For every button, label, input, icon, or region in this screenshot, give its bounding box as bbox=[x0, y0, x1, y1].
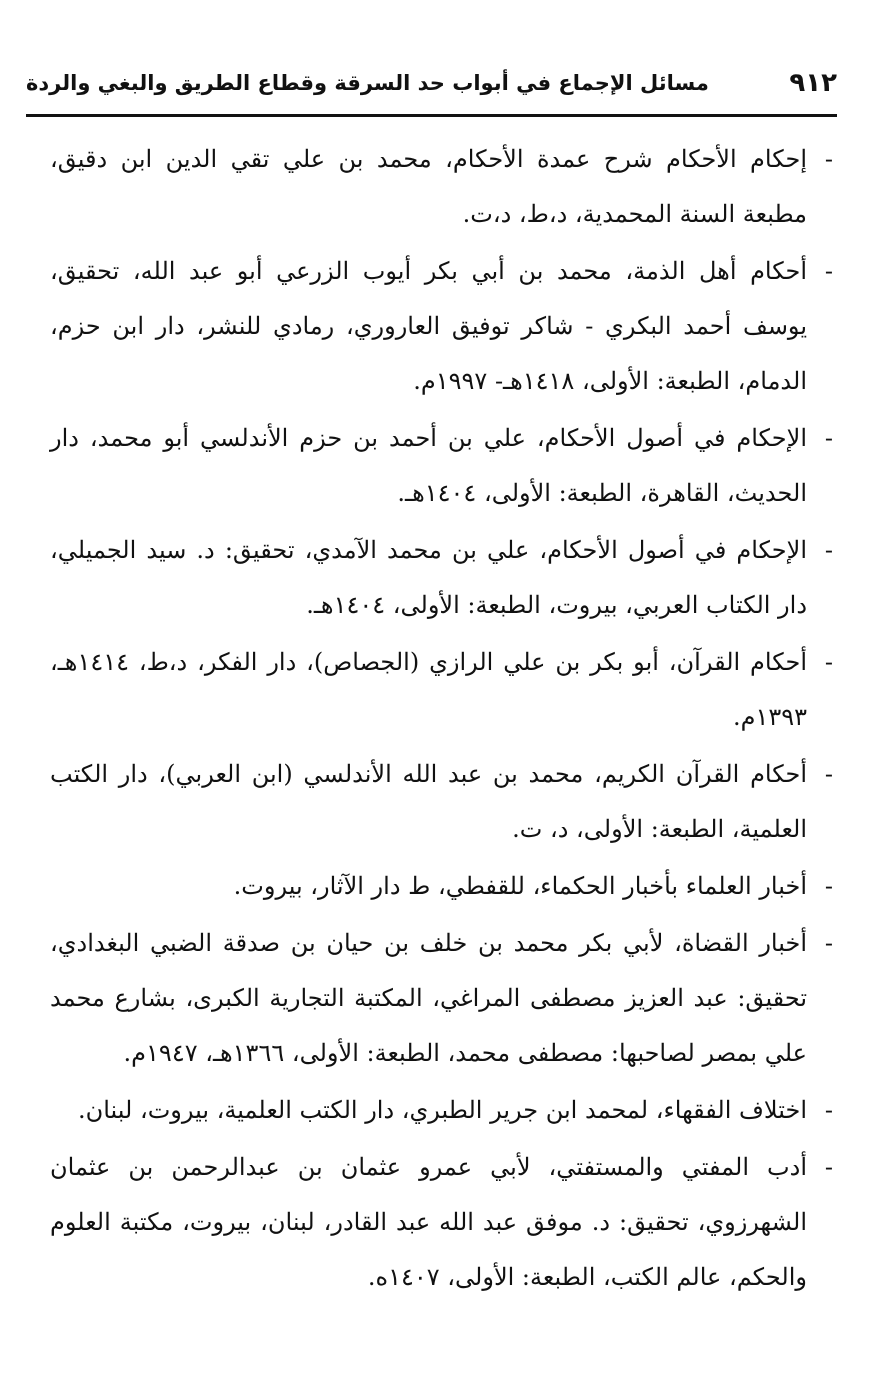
entry-text: أخبار القضاة، لأبي بكر محمد بن خلف بن حيان بن صدقة الضبي البغدادي، تحقيق: عبد العزيز مصطفى المراغي، المكتبة التجارية الكبرى، بشارع محمد علي بمصر لصاحبها: مصطفى محمد، الطبعة: الأولى، ١٣٦٦هـ، ١٩٤٧م. bbox=[50, 929, 807, 1067]
entry-text: أحكام أهل الذمة، محمد بن أبي بكر أيوب الزرعي أبو عبد الله، تحقيق، يوسف أحمد البكري - شاكر توفيق العاروري، رمادي للنشر، دار ابن حزم، الدمام، الطبعة: الأولى، ١٤١٨هـ- ١٩٩٧م. bbox=[50, 257, 808, 395]
bibliography-entry bbox=[50, 1140, 833, 1305]
entry-dash: - bbox=[824, 536, 833, 564]
header-rule bbox=[26, 114, 837, 117]
bibliography-entry bbox=[50, 916, 833, 1081]
entry-dash: - bbox=[824, 760, 833, 788]
entry-dash: - bbox=[824, 1096, 833, 1124]
bibliography-entry bbox=[50, 1083, 833, 1138]
page-header bbox=[26, 58, 837, 108]
page-number: ٩١٢ bbox=[789, 68, 837, 98]
bibliography-entry bbox=[50, 635, 833, 745]
entry-dash: - bbox=[824, 145, 833, 173]
bibliography-entry bbox=[50, 244, 833, 409]
bibliography-entry bbox=[50, 523, 833, 633]
entry-text: أخبار العلماء بأخبار الحكماء، للقفطي، ط دار الآثار، بيروت. bbox=[233, 872, 807, 900]
entry-text: إحكام الأحكام شرح عمدة الأحكام، محمد بن علي تقي الدين ابن دقيق، مطبعة السنة المحمدية، د،ط، د،ت. bbox=[50, 145, 807, 228]
bibliography-entry bbox=[50, 747, 833, 857]
entry-text: أحكام القرآن، أبو بكر بن علي الرازي (الجصاص)، دار الفكر، د،ط، ١٤١٤هـ، ١٣٩٣م. bbox=[50, 648, 807, 731]
entry-text: أدب المفتي والمستفتي، لأبي عمرو عثمان بن عبدالرحمن بن عثمان الشهرزوي، تحقيق: د. موفق عبد الله عبد القادر، لبنان، بيروت، مكتبة العلوم والحكم، عالم الكتب، الطبعة: الأولى، ١٤٠٧ه. bbox=[50, 1153, 807, 1291]
entry-text: الإحكام في أصول الأحكام، علي بن محمد الآمدي، تحقيق: د. سيد الجميلي، دار الكتاب العربي، بيروت، الطبعة: الأولى، ١٤٠٤هـ. bbox=[50, 536, 807, 619]
entry-dash: - bbox=[824, 424, 833, 452]
entry-dash: - bbox=[824, 929, 833, 957]
bibliography-list bbox=[50, 132, 833, 1307]
bibliography-entry bbox=[50, 132, 833, 242]
entry-dash: - bbox=[824, 872, 833, 900]
entry-text: أحكام القرآن الكريم، محمد بن عبد الله الأندلسي (ابن العربي)، دار الكتب العلمية، الطبعة: الأولى، د، ت. bbox=[50, 760, 807, 843]
bibliography-entry bbox=[50, 859, 833, 914]
running-title: مسائل الإجماع في أبواب حد السرقة وقطاع الطريق والبغي والردة bbox=[26, 71, 709, 95]
entry-dash: - bbox=[824, 648, 833, 676]
entry-text: اختلاف الفقهاء، لمحمد ابن جرير الطبري، دار الكتب العلمية، بيروت، لبنان. bbox=[77, 1096, 807, 1124]
bibliography-entry bbox=[50, 411, 833, 521]
entry-dash: - bbox=[824, 257, 833, 285]
entry-dash: - bbox=[824, 1153, 833, 1181]
entry-text: الإحكام في أصول الأحكام، علي بن أحمد بن حزم الأندلسي أبو محمد، دار الحديث، القاهرة، الطبعة: الأولى، ١٤٠٤هـ. bbox=[50, 424, 807, 507]
